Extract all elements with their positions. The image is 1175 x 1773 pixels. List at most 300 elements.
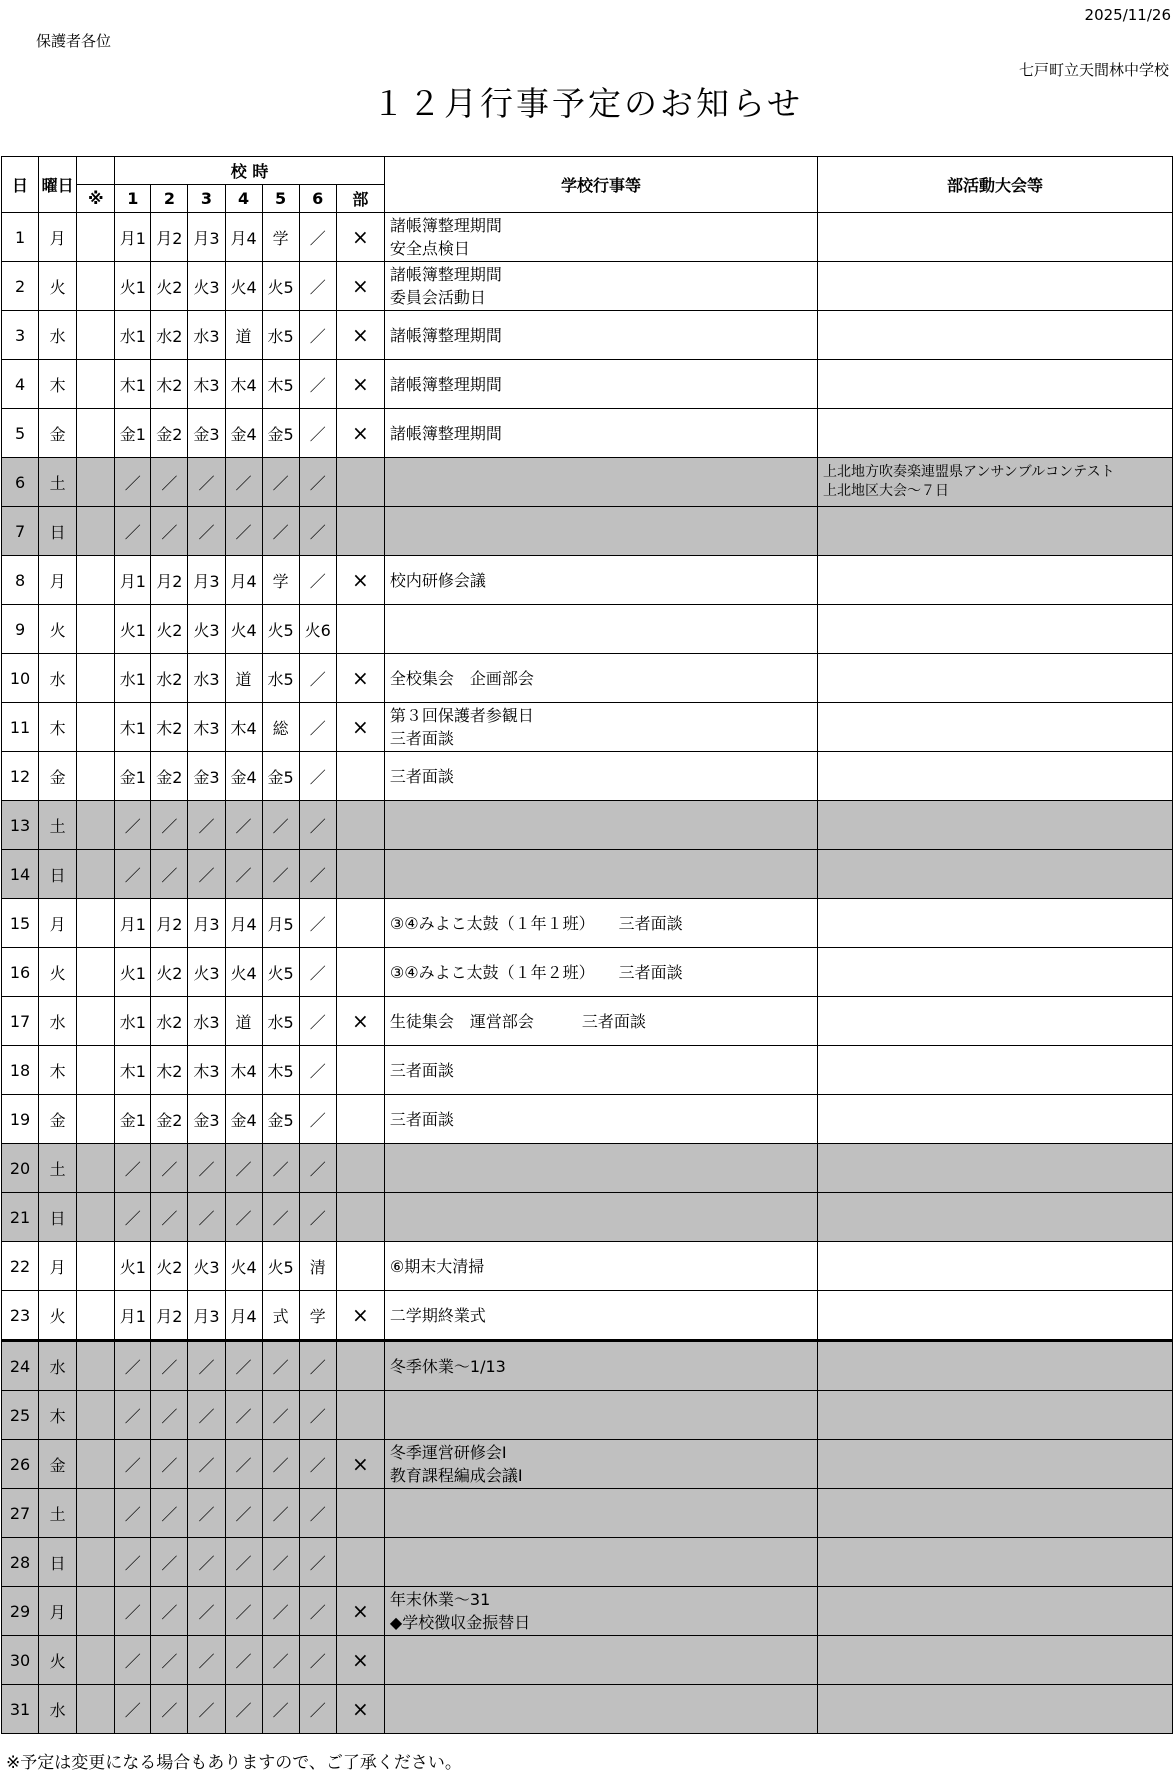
mark-cell xyxy=(77,1587,115,1636)
table-row xyxy=(2,556,1173,605)
period-cell: ／ xyxy=(151,1440,188,1489)
club-cell xyxy=(336,1489,384,1538)
events-cell xyxy=(384,507,817,556)
events-cell xyxy=(384,458,817,507)
event-line: 第３回保護者参観日 xyxy=(389,706,534,725)
period-cell: ／ xyxy=(151,801,188,850)
period-cell: ／ xyxy=(299,1685,336,1734)
period-cell: 金3 xyxy=(188,752,225,801)
period-cell: ／ xyxy=(299,1440,336,1489)
club-events-cell xyxy=(818,1685,1173,1734)
weekday-cell: 水 xyxy=(39,311,77,360)
table-row xyxy=(2,850,1173,899)
period-cell: ／ xyxy=(299,556,336,605)
period-cell: 火5 xyxy=(262,1242,299,1291)
period-cell: 金2 xyxy=(151,1095,188,1144)
period-cell: ／ xyxy=(188,1193,225,1242)
weekday-cell: 金 xyxy=(39,409,77,458)
day-cell: 5 xyxy=(2,409,39,458)
weekday-cell: 月 xyxy=(39,213,77,262)
table-row xyxy=(2,1046,1173,1095)
mark-cell xyxy=(77,1685,115,1734)
schedule-body xyxy=(2,213,1173,1734)
day-cell: 30 xyxy=(2,1636,39,1685)
mark-cell xyxy=(77,458,115,507)
period-cell: ／ xyxy=(225,1636,262,1685)
header-period-1: 1 xyxy=(115,185,151,213)
club-cell: × xyxy=(336,1587,384,1636)
period-cell: 金5 xyxy=(262,1095,299,1144)
day-cell: 26 xyxy=(2,1440,39,1489)
period-cell: ／ xyxy=(115,1685,151,1734)
period-cell: 月1 xyxy=(115,556,151,605)
weekday-cell: 木 xyxy=(39,360,77,409)
club-events-cell xyxy=(818,801,1173,850)
period-cell: 学 xyxy=(262,213,299,262)
period-cell: 火6 xyxy=(299,605,336,654)
events-cell xyxy=(384,1144,817,1193)
mark-cell xyxy=(77,1489,115,1538)
period-cell: 月4 xyxy=(225,899,262,948)
period-cell: ／ xyxy=(188,1391,225,1440)
period-cell: ／ xyxy=(188,850,225,899)
day-cell: 20 xyxy=(2,1144,39,1193)
period-cell: 月4 xyxy=(225,556,262,605)
events-cell xyxy=(384,360,817,409)
period-cell: ／ xyxy=(151,1193,188,1242)
period-cell: ／ xyxy=(299,1391,336,1440)
period-cell: ／ xyxy=(262,850,299,899)
events-cell xyxy=(384,850,817,899)
header-weekday: 曜日 xyxy=(39,157,77,213)
weekday-cell: 木 xyxy=(39,703,77,752)
header-events: 学校行事等 xyxy=(384,157,817,213)
day-cell: 23 xyxy=(2,1291,39,1341)
club-events-cell xyxy=(818,507,1173,556)
table-row xyxy=(2,360,1173,409)
period-cell: 金1 xyxy=(115,409,151,458)
event-line: 冬季運営研修会Ⅰ xyxy=(389,1443,507,1462)
club-cell: × xyxy=(336,213,384,262)
period-cell: ／ xyxy=(225,850,262,899)
period-cell: 火5 xyxy=(262,948,299,997)
mark-cell xyxy=(77,1095,115,1144)
period-cell: ／ xyxy=(225,1341,262,1391)
mark-cell xyxy=(77,1636,115,1685)
period-cell: 月1 xyxy=(115,1291,151,1341)
events-cell xyxy=(384,948,817,997)
period-cell: 火4 xyxy=(225,948,262,997)
period-cell: 月5 xyxy=(262,899,299,948)
weekday-cell: 土 xyxy=(39,1144,77,1193)
weekday-cell: 金 xyxy=(39,1440,77,1489)
period-cell: ／ xyxy=(262,1193,299,1242)
period-cell: 金3 xyxy=(188,409,225,458)
period-cell: ／ xyxy=(115,1193,151,1242)
day-cell: 27 xyxy=(2,1489,39,1538)
period-cell: ／ xyxy=(151,1341,188,1391)
club-cell xyxy=(336,1391,384,1440)
events-cell xyxy=(384,605,817,654)
period-cell: 道 xyxy=(225,654,262,703)
table-row xyxy=(2,1341,1173,1391)
period-cell: ／ xyxy=(115,1341,151,1391)
weekday-cell: 水 xyxy=(39,1341,77,1391)
period-cell: ／ xyxy=(151,850,188,899)
period-cell: 木1 xyxy=(115,1046,151,1095)
period-cell: 月2 xyxy=(151,213,188,262)
club-cell xyxy=(336,1242,384,1291)
period-cell: ／ xyxy=(188,458,225,507)
period-cell: 月2 xyxy=(151,1291,188,1341)
period-cell: ／ xyxy=(299,899,336,948)
events-cell xyxy=(384,1242,817,1291)
club-events-cell xyxy=(818,850,1173,899)
day-cell: 19 xyxy=(2,1095,39,1144)
table-row xyxy=(2,213,1173,262)
period-cell: 金5 xyxy=(262,409,299,458)
period-cell: ／ xyxy=(225,1489,262,1538)
table-row xyxy=(2,1685,1173,1734)
header-mark: ※ xyxy=(77,185,115,213)
period-cell: 火3 xyxy=(188,262,225,311)
header-period-2: 2 xyxy=(151,185,188,213)
mark-cell xyxy=(77,1391,115,1440)
period-cell: ／ xyxy=(262,1144,299,1193)
day-cell: 31 xyxy=(2,1685,39,1734)
club-cell xyxy=(336,605,384,654)
period-cell: ／ xyxy=(188,1489,225,1538)
club-events-cell xyxy=(818,752,1173,801)
event-line: 諸帳簿整理期間 xyxy=(389,265,502,284)
events-cell xyxy=(384,1489,817,1538)
recipient-label: 保護者各位 xyxy=(36,32,112,50)
event-line: 全校集会 企画部会 xyxy=(389,668,534,688)
period-cell: 木4 xyxy=(225,360,262,409)
mark-cell xyxy=(77,605,115,654)
club-cell: × xyxy=(336,1291,384,1341)
day-cell: 25 xyxy=(2,1391,39,1440)
day-cell: 17 xyxy=(2,997,39,1046)
period-cell: ／ xyxy=(262,1538,299,1587)
period-cell: ／ xyxy=(299,213,336,262)
day-cell: 6 xyxy=(2,458,39,507)
weekday-cell: 月 xyxy=(39,899,77,948)
club-events-cell xyxy=(818,311,1173,360)
period-cell: ／ xyxy=(262,1391,299,1440)
event-line: 諸帳簿整理期間 xyxy=(389,423,502,443)
day-cell: 1 xyxy=(2,213,39,262)
footer-note: ※予定は変更になる場合もありますので、ご了承ください。 xyxy=(6,1753,462,1773)
period-cell: 水2 xyxy=(151,311,188,360)
event-line: 生徒集会 運営部会 三者面談 xyxy=(389,1011,646,1031)
club-cell: × xyxy=(336,360,384,409)
period-cell: ／ xyxy=(262,1440,299,1489)
period-cell: 月2 xyxy=(151,556,188,605)
schedule-table xyxy=(1,156,1173,1734)
period-cell: ／ xyxy=(188,801,225,850)
table-row xyxy=(2,1538,1173,1587)
club-events-cell xyxy=(818,948,1173,997)
club-events-cell xyxy=(818,1291,1173,1341)
period-cell: 月4 xyxy=(225,213,262,262)
events-cell xyxy=(384,801,817,850)
weekday-cell: 金 xyxy=(39,752,77,801)
club-cell: × xyxy=(336,654,384,703)
table-row xyxy=(2,458,1173,507)
table-row xyxy=(2,1587,1173,1636)
period-cell: ／ xyxy=(151,507,188,556)
period-cell: 火1 xyxy=(115,948,151,997)
period-cell: 火3 xyxy=(188,1242,225,1291)
period-cell: ／ xyxy=(225,801,262,850)
club-cell xyxy=(336,801,384,850)
period-cell: ／ xyxy=(115,850,151,899)
table-row xyxy=(2,605,1173,654)
header-day: 日 xyxy=(2,157,39,213)
period-cell: 木2 xyxy=(151,360,188,409)
club-cell xyxy=(336,507,384,556)
table-row xyxy=(2,1095,1173,1144)
weekday-cell: 日 xyxy=(39,850,77,899)
period-cell: ／ xyxy=(225,1391,262,1440)
events-cell xyxy=(384,1636,817,1685)
club-events-cell xyxy=(818,409,1173,458)
header-period-5: 5 xyxy=(262,185,299,213)
table-row xyxy=(2,409,1173,458)
day-cell: 10 xyxy=(2,654,39,703)
period-cell: 火1 xyxy=(115,262,151,311)
period-cell: ／ xyxy=(225,1193,262,1242)
period-cell: ／ xyxy=(262,507,299,556)
period-cell: ／ xyxy=(151,1391,188,1440)
period-cell: ／ xyxy=(299,311,336,360)
event-line: 三者面談 xyxy=(389,766,454,786)
header-club-events: 部活動大会等 xyxy=(818,157,1173,213)
events-cell xyxy=(384,213,817,262)
period-cell: 月3 xyxy=(188,556,225,605)
header-period-3: 3 xyxy=(188,185,225,213)
table-row xyxy=(2,1636,1173,1685)
period-cell: ／ xyxy=(188,1587,225,1636)
period-cell: 月1 xyxy=(115,899,151,948)
period-cell: ／ xyxy=(299,703,336,752)
period-cell: ／ xyxy=(115,1636,151,1685)
events-cell xyxy=(384,1193,817,1242)
events-cell xyxy=(384,1440,817,1489)
event-line: 委員会活動日 xyxy=(389,288,486,307)
period-cell: 火5 xyxy=(262,262,299,311)
mark-cell xyxy=(77,899,115,948)
mark-cell xyxy=(77,752,115,801)
weekday-cell: 水 xyxy=(39,654,77,703)
period-cell: ／ xyxy=(299,1587,336,1636)
club-events-cell xyxy=(818,997,1173,1046)
period-cell: 火2 xyxy=(151,605,188,654)
club-cell xyxy=(336,1095,384,1144)
weekday-cell: 火 xyxy=(39,1291,77,1341)
club-events-cell xyxy=(818,1341,1173,1391)
day-cell: 13 xyxy=(2,801,39,850)
period-cell: ／ xyxy=(299,1095,336,1144)
period-cell: ／ xyxy=(225,458,262,507)
period-cell: ／ xyxy=(188,1685,225,1734)
period-cell: ／ xyxy=(225,1538,262,1587)
club-events-cell xyxy=(818,1587,1173,1636)
club-events-cell xyxy=(818,1193,1173,1242)
club-cell: × xyxy=(336,703,384,752)
period-cell: ／ xyxy=(299,752,336,801)
club-events-cell xyxy=(818,556,1173,605)
period-cell: 火4 xyxy=(225,605,262,654)
period-cell: ／ xyxy=(151,1489,188,1538)
period-cell: 火4 xyxy=(225,1242,262,1291)
weekday-cell: 火 xyxy=(39,1636,77,1685)
weekday-cell: 金 xyxy=(39,1095,77,1144)
mark-cell xyxy=(77,409,115,458)
mark-cell xyxy=(77,360,115,409)
club-cell: × xyxy=(336,1685,384,1734)
period-cell: 水5 xyxy=(262,311,299,360)
weekday-cell: 土 xyxy=(39,1489,77,1538)
period-cell: ／ xyxy=(225,1440,262,1489)
period-cell: 水5 xyxy=(262,997,299,1046)
day-cell: 9 xyxy=(2,605,39,654)
club-events-cell xyxy=(818,654,1173,703)
day-cell: 18 xyxy=(2,1046,39,1095)
event-line: 校内研修会議 xyxy=(389,570,486,590)
period-cell: ／ xyxy=(262,458,299,507)
club-event-line: 上北地区大会～７日 xyxy=(823,483,949,499)
day-cell: 29 xyxy=(2,1587,39,1636)
day-cell: 14 xyxy=(2,850,39,899)
period-cell: ／ xyxy=(115,507,151,556)
events-cell xyxy=(384,703,817,752)
period-cell: 式 xyxy=(262,1291,299,1341)
mark-cell xyxy=(77,311,115,360)
period-cell: ／ xyxy=(299,458,336,507)
event-line: 冬季休業～1/13 xyxy=(389,1356,506,1376)
period-cell: 月4 xyxy=(225,1291,262,1341)
events-cell xyxy=(384,1095,817,1144)
event-line: 年末休業～31 xyxy=(389,1590,491,1609)
events-cell xyxy=(384,1391,817,1440)
period-cell: ／ xyxy=(299,1341,336,1391)
table-row xyxy=(2,1144,1173,1193)
period-cell: 木4 xyxy=(225,1046,262,1095)
period-cell: ／ xyxy=(299,654,336,703)
period-cell: 水3 xyxy=(188,654,225,703)
weekday-cell: 火 xyxy=(39,262,77,311)
period-cell: ／ xyxy=(188,507,225,556)
club-cell xyxy=(336,458,384,507)
period-cell: ／ xyxy=(151,1587,188,1636)
table-row xyxy=(2,1291,1173,1341)
mark-cell xyxy=(77,997,115,1046)
period-cell: 学 xyxy=(262,556,299,605)
weekday-cell: 月 xyxy=(39,1242,77,1291)
mark-cell xyxy=(77,948,115,997)
events-cell xyxy=(384,1685,817,1734)
period-cell: ／ xyxy=(299,948,336,997)
club-events-cell xyxy=(818,1538,1173,1587)
period-cell: 月2 xyxy=(151,899,188,948)
period-cell: 月1 xyxy=(115,213,151,262)
weekday-cell: 月 xyxy=(39,1587,77,1636)
period-cell: ／ xyxy=(188,1144,225,1193)
period-cell: ／ xyxy=(115,458,151,507)
period-cell: 水3 xyxy=(188,997,225,1046)
period-cell: ／ xyxy=(188,1440,225,1489)
period-cell: 学 xyxy=(299,1291,336,1341)
club-events-cell xyxy=(818,1391,1173,1440)
period-cell: ／ xyxy=(225,1587,262,1636)
club-events-cell xyxy=(818,1046,1173,1095)
period-cell: ／ xyxy=(299,1193,336,1242)
period-cell: 火2 xyxy=(151,1242,188,1291)
club-cell: × xyxy=(336,1440,384,1489)
period-cell: 道 xyxy=(225,997,262,1046)
club-events-cell xyxy=(818,1242,1173,1291)
event-line: 二学期終業式 xyxy=(389,1305,486,1325)
period-cell: ／ xyxy=(299,507,336,556)
period-cell: ／ xyxy=(151,1685,188,1734)
period-cell: ／ xyxy=(115,1144,151,1193)
period-cell: ／ xyxy=(299,409,336,458)
period-cell: 金2 xyxy=(151,409,188,458)
event-line: ③④みよこ太鼓（１年２班） 三者面談 xyxy=(389,962,683,982)
period-cell: 木2 xyxy=(151,1046,188,1095)
day-cell: 7 xyxy=(2,507,39,556)
weekday-cell: 月 xyxy=(39,556,77,605)
events-cell xyxy=(384,654,817,703)
club-events-cell xyxy=(818,703,1173,752)
period-cell: ／ xyxy=(115,1538,151,1587)
header-blank xyxy=(77,157,115,185)
period-cell: 金4 xyxy=(225,409,262,458)
event-line: 三者面談 xyxy=(389,1109,454,1129)
period-cell: 月3 xyxy=(188,213,225,262)
club-events-cell xyxy=(818,213,1173,262)
period-cell: ／ xyxy=(262,1341,299,1391)
mark-cell xyxy=(77,1144,115,1193)
club-event-line: 上北地方吹奏楽連盟県アンサンブルコンテスト xyxy=(823,464,1115,480)
period-cell: ／ xyxy=(115,1440,151,1489)
table-row xyxy=(2,752,1173,801)
period-cell: 清 xyxy=(299,1242,336,1291)
table-row xyxy=(2,654,1173,703)
header-periods-group: 校 時 xyxy=(115,157,385,185)
period-cell: ／ xyxy=(151,1144,188,1193)
mark-cell xyxy=(77,1242,115,1291)
period-cell: 木3 xyxy=(188,360,225,409)
period-cell: ／ xyxy=(299,1046,336,1095)
period-cell: 金1 xyxy=(115,1095,151,1144)
club-cell xyxy=(336,1144,384,1193)
period-cell: 水1 xyxy=(115,654,151,703)
mark-cell xyxy=(77,1538,115,1587)
period-cell: 金3 xyxy=(188,1095,225,1144)
period-cell: ／ xyxy=(115,1391,151,1440)
mark-cell xyxy=(77,1046,115,1095)
day-cell: 4 xyxy=(2,360,39,409)
events-cell xyxy=(384,1341,817,1391)
school-name: 七戸町立天間林中学校 xyxy=(1018,61,1169,79)
day-cell: 28 xyxy=(2,1538,39,1587)
period-cell: ／ xyxy=(262,1636,299,1685)
mark-cell xyxy=(77,1341,115,1391)
events-cell xyxy=(384,997,817,1046)
